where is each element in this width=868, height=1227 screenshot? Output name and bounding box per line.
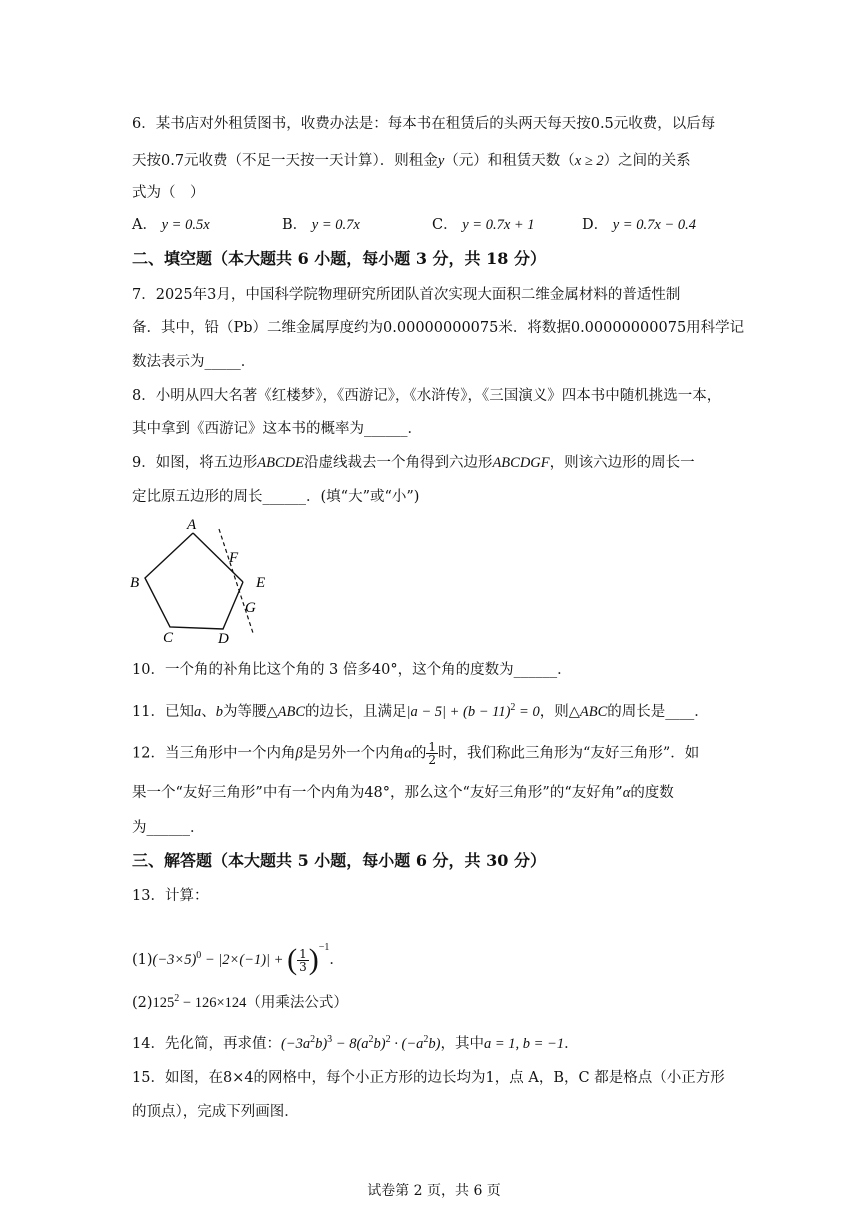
section-2-heading: 二、填空题（本大题共 6 小题，每小题 3 分，共 18 分）: [132, 249, 546, 268]
q6-line-2: 天按0.7元收费（不足一天按一天计算）．则租金y（元）和租赁天数（x ≥ 2）之间的关系: [132, 153, 691, 169]
q11-line: 11．已知a、b为等腰△ABC的边长，且满足$|a - 5| + (b - 11)^2 = 0$，则△ABC的周长是____．: [132, 702, 709, 720]
dashed-cut-line: [219, 529, 253, 633]
q6-option-b: B． y = 0.7x: [282, 217, 360, 233]
one-half-fraction: $\frac{1}{2}$: [428, 740, 436, 767]
q6-line-1: 6．某书店对外租赁图书，收费办法是：每本书在租赁后的头两天每天按0.5元收费，以后每: [132, 116, 716, 132]
q6-option-d: D． y = 0.7x − 0.4: [582, 217, 696, 233]
label-f: F: [229, 550, 239, 566]
q7-line-2: 备．其中，铅（Pb）二维金属厚度约为0.00000000075米．将数据0.00000000075用科学记: [132, 320, 745, 336]
q7-line-3: 数法表示为_____．: [132, 354, 256, 370]
q6-option-a: A． y = 0.5x: [132, 217, 210, 233]
q13-title: 13．计算：: [132, 888, 209, 904]
q12-line-3: 为______．: [132, 820, 205, 836]
q6-line-3: 式为（ ）: [132, 185, 205, 201]
q8-line-2: 其中拿到《西游记》这本书的概率为______．: [132, 421, 422, 437]
q15-line-2: 的顶点），完成下列画图．: [132, 1104, 299, 1120]
label-a: A: [187, 517, 197, 533]
q9-pentagon-figure: [125, 515, 285, 650]
one-third-fraction: $\frac{1}{3}$: [299, 946, 307, 974]
section-3-heading: 三、解答题（本大题共 5 小题，每小题 6 分，共 30 分）: [132, 851, 546, 870]
q12-line-2: 果一个“友好三角形”中有一个内角为48°，那么这个“友好三角形”的“友好角”α的度数: [132, 785, 674, 801]
label-d: D: [218, 631, 229, 647]
q15-line-1: 15．如图，在8×4的网格中，每个小正方形的边长均为1，点 A，B，C 都是格点（小正方形: [132, 1070, 725, 1086]
q10-line: 10．一个角的补角比这个角的 3 倍多40°，这个角的度数为______．: [132, 662, 572, 678]
label-c: C: [163, 630, 174, 646]
q12-line-1: 12．当三角形中一个内角β是另外一个内角α的 $\frac{1}{2}$ 时，我们称此三角形为“友好三角形”．如: [132, 740, 700, 767]
q13-part-1: $(1)(-3\times 5)^0 - |2\times(-1)|$ + ( $\frac{1}{3}$ )$^{-1}$．: [132, 942, 344, 976]
q9-line-2: 定比原五边形的周长______．(填“大”或“小”): [132, 489, 420, 505]
q8-line-1: 8．小明从四大名著《红楼梦》，《西游记》，《水浒传》，《三国演义》四本书中随机挑选一本，: [132, 388, 722, 404]
label-g: G: [245, 600, 256, 616]
pentagon-edges: [145, 533, 243, 629]
page-footer: 试卷第 2 页，共 6 页: [367, 1183, 501, 1199]
q6-option-c: C． y = 0.7x + 1: [432, 217, 535, 233]
label-b: B: [130, 575, 140, 591]
q13-part-2: $(2)125^2 - 126\times 124$（用乘法公式）: [132, 993, 348, 1011]
q9-line-1: 9．如图，将五边形ABCDE沿虚线裁去一个角得到六边形ABCDGF，则该六边形的周长一: [132, 455, 695, 471]
q14-line: 14．先化简，再求值：$(-3a^2b)^3 - 8(a^2b)^2 \cdot (-a^2b)$，其中a = 1, b = −1．: [132, 1034, 579, 1052]
q7-line-1: 7．2025年3月，中国科学院物理研究所团队首次实现大面积二维金属材料的普适性制: [132, 287, 681, 303]
label-e: E: [256, 575, 266, 591]
